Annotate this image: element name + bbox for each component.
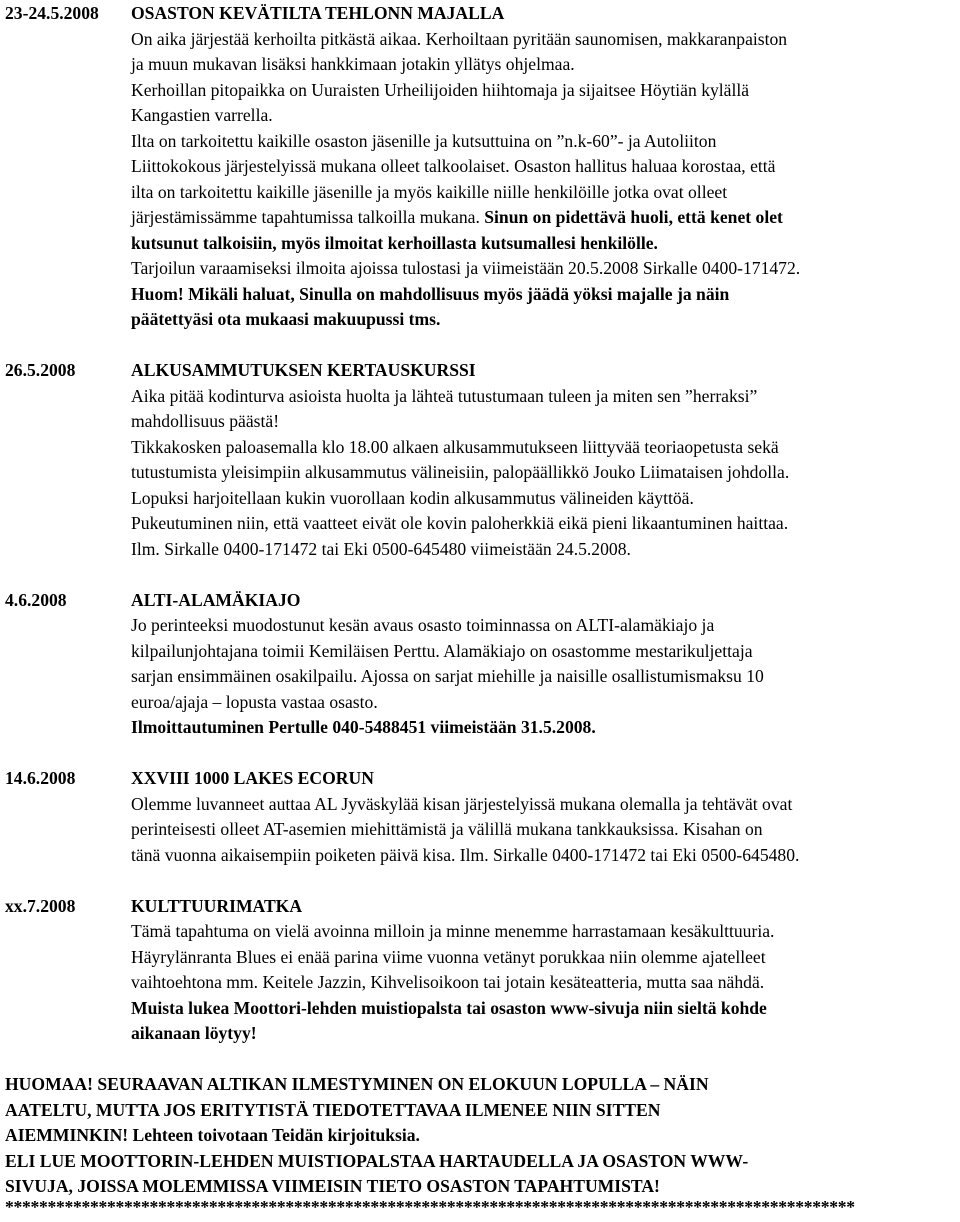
event-text-line [131,792,957,818]
text: Tämä tapahtuma on vielä avoinna milloin ja minne menemme harrastamaan kesäkulttuuria. [131,921,775,941]
event-date: 26.5.2008 [5,360,76,380]
document-page [5,1,957,1200]
event-item [5,1,957,333]
text: Jo perinteeksi muodostunut kesän avaus osasto toiminnassa on ALTI-alamäkiajo ja [131,615,715,635]
text: Ilm. Sirkalle 0400-171472 tai Eki 0500-645480 viimeistään 24.5.2008. [131,538,631,559]
footer-line: ELI LUE MOOTTORIN-LEHDEN MUISTIOPALSTAA HARTAUDELLA JA OSASTON WWW- [5,1150,749,1171]
event-date: 14.6.2008 [5,768,76,788]
event-text-line [131,103,957,129]
text: Aika pitää kodinturva asioista huolta ja lähteä tutustumaan tuleen ja miten sen ”herraksi” [131,385,758,406]
event-text-line [131,486,957,512]
text: Tikkakosken paloasemalla klo 18.00 alkaen alkusammutukseen liittyvää teoriaopetusta sekä [131,436,779,457]
event-text-line [131,78,957,104]
event-text-line [131,945,957,971]
event-text-line [131,27,957,53]
footer-line: SIVUJA, JOISSA MOLEMMISSA VIIMEISIN TIETO OSASTON TAPAHTUMISTA! [5,1176,660,1196]
text: järjestämissämme tapahtumissa talkoilla mukana. [131,207,485,227]
spacer [5,741,957,767]
event-text-line [131,52,957,78]
event-text-line [131,537,957,563]
event-text-line [131,690,957,716]
event-date: xx.7.2008 [5,895,76,916]
event-text-line [131,919,957,945]
event-text-line [131,1021,957,1047]
footer-line: HUOMAA! SEURAAVAN ALTIKAN ILMESTYMINEN ON ELOKUUN LOPULLA – NÄIN [5,1074,709,1094]
event-title: OSASTON KEVÄTILTA TEHLONN MAJALLA [131,3,505,23]
text: sarjan ensimmäinen osakilpailu. Ajossa on sarjat miehille ja naisille osallistumismaksu 10 [131,666,764,686]
text: Olemme luvanneet auttaa AL Jyväskylää kisan järjestelyissä mukana olemalla ja tehtävät ovat [131,793,793,814]
text: Liittokokous järjestelyissä mukana olleet talkoolaiset. Osaston hallitus haluaa korostaa, että [131,156,776,176]
bold-text: Ilmoittautuminen Pertulle 040-5488451 viimeistään 31.5.2008. [131,717,596,737]
text: perinteisesti olleet AT-asemien miehittämistä ja välillä mukana tankkauksissa. Kisahan on [131,819,763,839]
event-text-line [131,307,957,333]
text: Lopuksi harjoitellaan kukin vuorollaan kodin alkusammutus välineiden käyttöä. [131,487,694,508]
bold-text: aikanaan löytyy! [131,1023,257,1043]
text: ilta on tarkoitettu kaikille jäsenille ja myös kaikille niille henkilöille jotka ovat olleet [131,181,728,202]
event-text-line [131,460,957,486]
bold-text: Huom! Mikäli haluat, Sinulla on mahdollisuus myös jäädä yöksi majalle ja näin [131,283,730,304]
event-text-line [131,384,957,410]
spacer [5,868,957,894]
events-list [5,1,957,1072]
event-content [131,358,957,562]
text: Pukeutuminen niin, että vaatteet eivät ole kovin paloherkkiä eikä pieni likaantuminen haittaa. [131,513,789,533]
bold-text: päätettyäsi ota mukaasi makuupussi tms. [131,309,441,329]
event-title: KULTTUURIMATKA [131,895,303,916]
spacer [5,562,957,588]
event-text-line [131,715,957,741]
event-content [131,894,957,1047]
event-item [5,358,957,562]
bold-text: Sinun on pidettävä huoli, että kenet olet [484,207,783,227]
event-text-line [131,282,957,308]
event-item [5,894,957,1047]
footer-notice [5,1072,957,1200]
event-title: XXVIII 1000 LAKES ECORUN [131,768,374,788]
event-text-line [131,511,957,537]
event-text-line [131,970,957,996]
event-content [131,1,957,333]
event-text-line [131,613,957,639]
separator-stars: **************************************************************************************************** [5,1197,855,1217]
spacer [5,1047,957,1073]
text: Häyrylänranta Blues ei enää parina viime vuonna vetänyt porukkaa niin olemme ajatelleet [131,946,766,967]
text: ja muun mukavan lisäksi hankkimaan jotakin yllätys ohjelmaa. [131,54,575,74]
spacer [5,333,957,359]
text: Ilta on tarkoitettu kaikille osaston jäsenille ja kutsuttuina on ”n.k-60”- ja Autoliiton [131,130,717,151]
event-text-line [131,409,957,435]
event-date: 23-24.5.2008 [5,3,99,23]
footer-line: AATELTU, MUTTA JOS ERITYTISTÄ TIEDOTETTAVAA ILMENEE NIIN SITTEN [5,1099,661,1120]
text: On aika järjestää kerhoilta pitkästä aikaa. Kerhoiltaan pyritään saunomisen, makkaranpaiston [131,28,788,49]
text: Kerhoillan pitopaikka on Uuraisten Urheilijoiden hiihtomaja ja sijaitsee Höytiän kylällä [131,79,750,100]
event-text-line [131,180,957,206]
text: tutustumista yleisimpiin alkusammutus välineisiin, palopäällikkö Jouko Liimataisen johdolla. [131,462,790,482]
text: mahdollisuus päästä! [131,411,280,431]
event-content [131,766,957,868]
text: Kangastien varrella. [131,105,273,125]
text: Tarjoilun varaamiseksi ilmoita ajoissa tulostasi ja viimeistään 20.5.2008 Sirkalle 0400-171472. [131,258,801,278]
text: tänä vuonna aikaisempiin poiketen päivä kisa. Ilm. Sirkalle 0400-171472 tai Eki 0500-645480. [131,844,800,865]
event-text-line [131,231,957,257]
event-text-line [131,435,957,461]
event-text-line [131,817,957,843]
text: vaihtoehtona mm. Keitele Jazzin, Kihvelisoikoon tai jotain kesäteatteria, mutta saa nähdä. [131,972,765,992]
text: kilpailunjohtajana toimii Kemiläisen Perttu. Alamäkiajo on osastomme mestarikuljettaja [131,640,753,661]
bold-text: Muista lukea Moottori-lehden muistiopalsta tai osaston www-sivuja niin sieltä kohde [131,997,767,1018]
event-title: ALKUSAMMUTUKSEN KERTAUSKURSSI [131,360,476,380]
event-text-line [131,256,957,282]
text: euroa/ajaja – lopusta vastaa osasto. [131,691,378,712]
event-item [5,588,957,741]
event-text-line [131,996,957,1022]
event-item [5,766,957,868]
event-text-line [131,664,957,690]
event-title: ALTI-ALAMÄKIAJO [131,589,301,610]
footer-line: AIEMMINKIN! Lehteen toivotaan Teidän kirjoituksia. [5,1125,420,1145]
event-text-line [131,154,957,180]
bold-text: kutsunut talkoisiin, myös ilmoitat kerhoillasta kutsumallesi henkilölle. [131,232,658,253]
event-text-line [131,205,957,231]
event-text-line [131,129,957,155]
event-date: 4.6.2008 [5,589,67,610]
event-content [131,588,957,741]
event-text-line [131,639,957,665]
event-text-line [131,843,957,869]
